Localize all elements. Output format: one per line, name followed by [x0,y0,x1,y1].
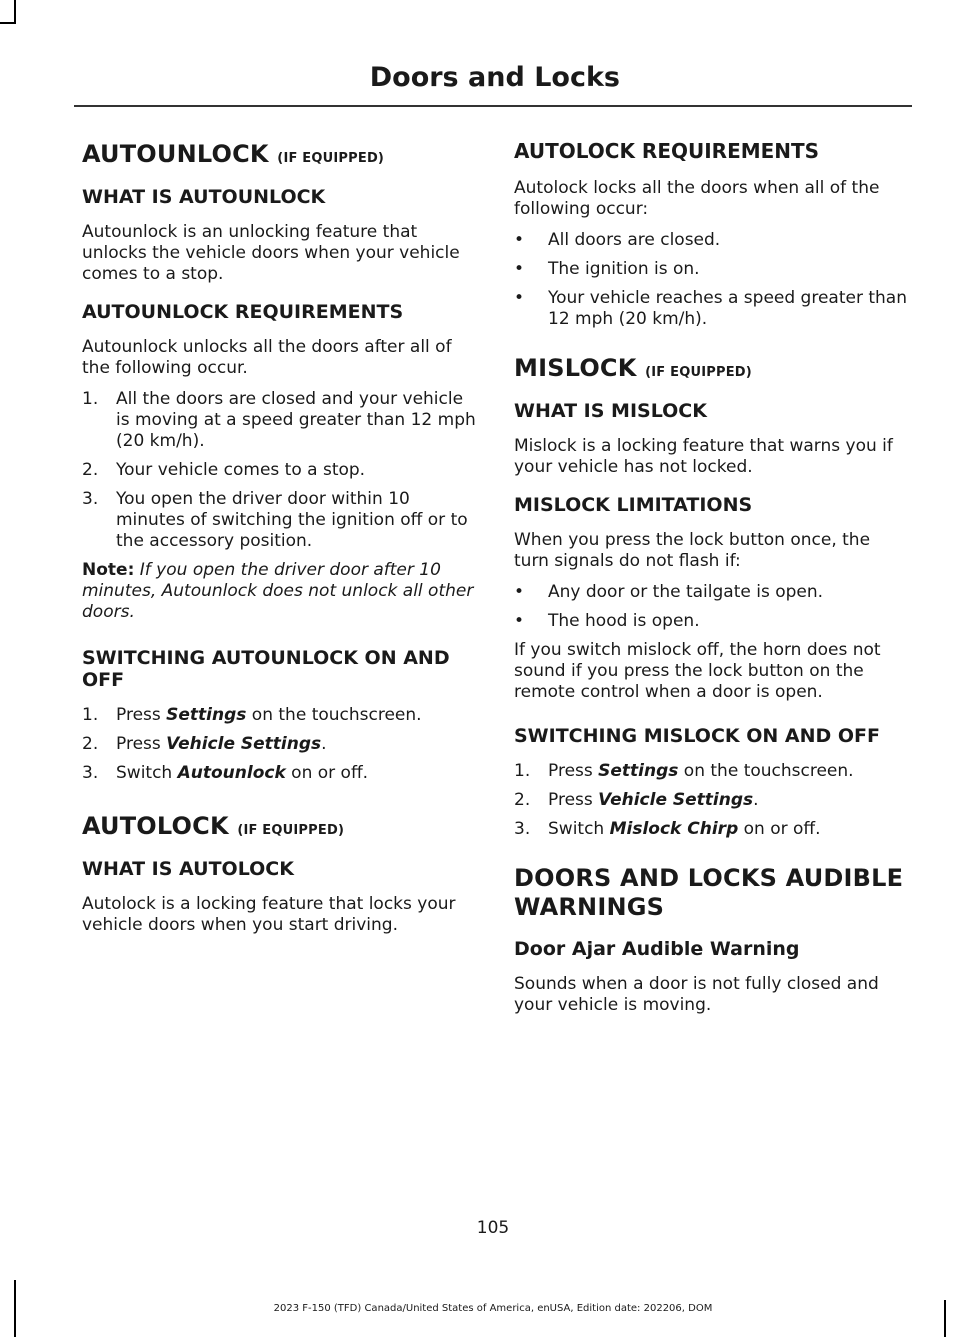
list-number: 2. [514,790,531,810]
list-number: 2. [82,460,99,480]
list-text: The hood is open. [548,611,700,631]
what-is-autounlock-heading: WHAT IS AUTOUNLOCK [82,186,326,208]
list-text: All doors are closed. [548,230,721,250]
crop-mark [0,22,16,24]
mislock-heading [514,354,909,382]
menu-term: Settings [598,761,679,781]
list-text: Your vehicle reaches a speed greater than 12 mph (20 km/h). [548,288,907,329]
what-is-mislock-heading: WHAT IS MISLOCK [514,400,707,422]
mislock-limitations-intro: When you press the lock button once, the turn signals do not flash if: [514,530,871,571]
what-is-mislock-text: Mislock is a locking feature that warns you if your vehicle has not locked. [514,436,893,477]
audible-heading-line: DOORS AND LOCKS AUDIBLE [514,864,904,892]
audible-warnings-heading [514,864,909,922]
door-ajar-heading: Door Ajar Audible Warning [514,938,800,960]
note-label: Note: [82,560,135,580]
what-is-autolock-text: Autolock is a locking feature that locks your vehicle doors when you start driving. [82,894,456,935]
list-text: Your vehicle comes to a stop. [116,460,366,480]
crop-mark [14,0,16,22]
mislock-limitations-list [514,582,909,632]
switching-autounlock-list [82,705,477,784]
bullet: • [514,230,525,250]
list-item [514,819,909,840]
bullet: • [514,582,525,602]
list-text: Any door or the tailgate is open. [548,582,824,602]
list-item [514,761,909,782]
list-text: Press [548,761,599,781]
bullet: • [514,259,525,279]
menu-term: Vehicle Settings [166,734,322,754]
list-text: on the touchscreen. [246,705,422,725]
list-text: . [321,734,327,754]
door-ajar-text: Sounds when a door is not fully closed and your vehicle is moving. [514,974,879,1015]
page-header-title: Doors and Locks [369,62,620,93]
list-item [82,734,477,755]
list-item [514,230,909,251]
equipped-note: (IF EQUIPPED) [645,365,752,380]
note [82,560,477,623]
list-text: Press [116,734,167,754]
list-text: Press [548,790,599,810]
list-item [514,259,909,280]
mislock-limitations-heading: MISLOCK LIMITATIONS [514,494,753,516]
page-number: 105 [476,1218,510,1238]
list-text: on or off. [285,763,369,783]
left-column [82,140,477,952]
equipped-note: (IF EQUIPPED) [277,151,385,166]
list-text: on or off. [738,819,821,839]
list-text: The ignition is on. [548,259,700,279]
autolock-heading [82,812,477,840]
autounlock-heading [82,140,477,168]
autounlock-requirements-heading: AUTOUNLOCK REQUIREMENTS [82,301,404,323]
mislock-limitations-after: If you switch mislock off, the horn does not sound if you press the lock button on the remote control when a door is open. [514,640,881,702]
what-is-autounlock-text: Autounlock is an unlocking feature that unlocks the vehicle doors when your vehicle comes to a stop. [82,222,460,284]
autounlock-requirements-intro: Autounlock unlocks all the doors after all of the following occur. [82,337,452,378]
autounlock-heading-text: AUTOUNLOCK [82,140,269,168]
list-number: 1. [82,705,99,725]
list-item [514,582,909,603]
list-text: . [753,790,759,810]
list-item [514,611,909,632]
list-item [82,763,477,784]
header-divider [74,105,912,107]
audible-heading-line: WARNINGS [514,893,665,921]
list-number: 1. [82,389,99,409]
menu-term: Mislock Chirp [609,819,739,839]
list-text: Press [116,705,167,725]
switching-mislock-heading: SWITCHING MISLOCK ON AND OFF [514,725,880,747]
bullet: • [514,288,525,308]
list-number: 1. [514,761,531,781]
list-text: on the touchscreen. [678,761,854,781]
list-item [82,489,477,552]
list-number: 3. [514,819,531,839]
list-item [514,288,909,330]
list-item [82,460,477,481]
list-item [82,705,477,726]
list-item [514,790,909,811]
switching-mislock-list [514,761,909,840]
autolock-requirements-intro: Autolock locks all the doors when all of the following occur: [514,178,880,219]
list-text: Switch [548,819,610,839]
menu-term: Autounlock [177,763,286,783]
menu-term: Vehicle Settings [598,790,754,810]
right-column [514,140,909,1032]
equipped-note: (IF EQUIPPED) [237,823,345,838]
autounlock-requirements-list [82,389,477,552]
autolock-requirements-heading: AUTOLOCK REQUIREMENTS [514,139,820,163]
list-text: All the doors are closed and your vehicle is moving at a speed greater than 12 mph (20 km/h). [116,389,476,451]
switching-autounlock-heading: SWITCHING AUTOUNLOCK ON AND OFF [82,647,450,691]
list-number: 2. [82,734,99,754]
list-item [82,389,477,452]
what-is-autolock-heading: WHAT IS AUTOLOCK [82,858,294,880]
autolock-requirements-list [514,230,909,330]
note-text: If you open the driver door after 10 minutes, Autounlock does not unlock all other doors. [82,560,474,622]
list-text: You open the driver door within 10 minutes of switching the ignition off or to the accessory position. [116,489,468,551]
mislock-heading-text: MISLOCK [514,354,637,382]
bullet: • [514,611,525,631]
list-text: Switch [116,763,178,783]
list-number: 3. [82,489,99,509]
list-number: 3. [82,763,99,783]
autolock-heading-text: AUTOLOCK [82,812,229,840]
page-footer: 2023 F-150 (TFD) Canada/United States of America, enUSA, Edition date: 202206, DOM [273,1303,713,1314]
menu-term: Settings [166,705,247,725]
